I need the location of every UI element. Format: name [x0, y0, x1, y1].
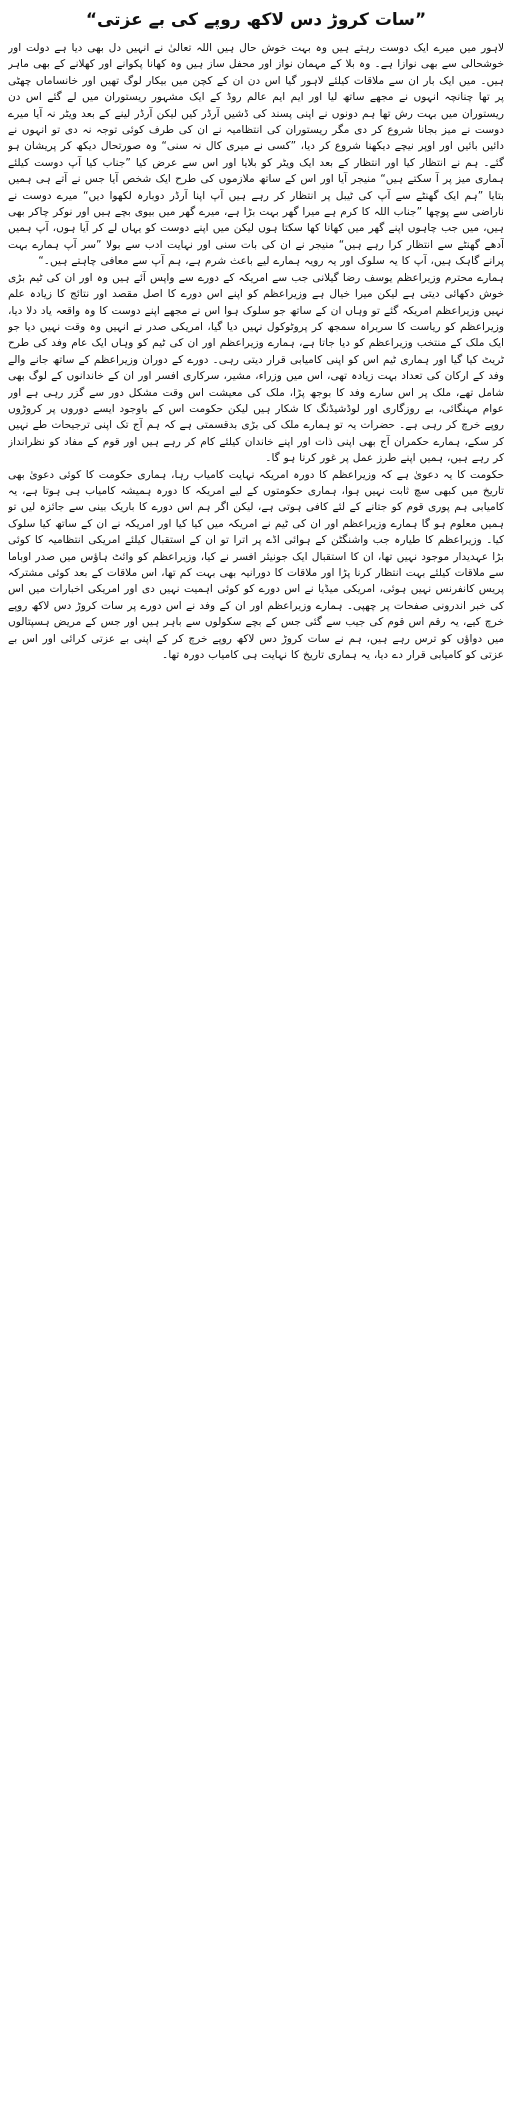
body-paragraph: لاہور میں میرے ایک دوست رہتے ہیں وہ بہت خوش حال ہیں اللہ تعالیٰ نے انہیں دل بھی دیا ہے دولت اور خوشحالی سے بھی نوازا ہے۔ وہ بلا کے مہمان نواز اور محفل ساز ہیں وہ کھانا پکوانے اور کھلانے کے بھی ماہر ہیں۔ میں ایک بار ان سے ملاقات کیلئے لاہور گیا اس دن ان کے کچن میں بیکار لوگ تھیں اور خانساماں چھٹی پر تھا چنانچہ انہوں نے مجھے ساتھ لیا اور ایم ایم عالم روڈ کے ایک مشہور ریستوران میں لے گئے اس دن ریستوران میں بہت رش تھا ہم دونوں نے اپنی پسند کی ڈشیں آرڈر کیں لیکن آرڈر لینے کے بعد ویٹر نہ آیا میرے دوست نے میز بجانا شروع کر دی مگر ریستوران کی انتظامیہ نے ان کی طرف کوئی توجہ نہ دی تو انہوں نے دائیں بائیں اور اوپر نیچے دیکھنا شروع کر دیا، ”کسی نے میری کال نہ سنی“ وہ صورتحال دیکھ کر پریشان ہو گئے۔ ہم نے انتظار کیا اور انتظار کے بعد ایک ویٹر کو بلایا اور اس سے عرض کیا ”جناب کیا آپ دوست کیلئے ہماری میز پر آ سکتے ہیں“ منیجر آیا اور اس کے ساتھ ملازموں کی طرح ایک شخص آیا جس نے آتے ہی ہمیں بتایا ”ہم ایک گھنٹے سے آپ کی ٹیبل پر انتظار کر رہے ہیں آپ اپنا آرڈر دوبارہ لکھوا دیں“ میرے دوست نے ناراضی سے پوچھا ”جناب اللہ کا کرم ہے میرا گھر بہت بڑا ہے، میرے گھر میں بیوی بچے ہیں اور نوکر چاکر بھی ہیں، میں جب چاہوں اپنے گھر میں کھانا کھا سکتا ہوں لیکن میں اپنے دوست کو یہاں لے کر آیا ہوں، آپ ہمیں آدھے گھنٹے سے انتظار کرا رہے ہیں“ منیجر نے ان کی بات سنی اور نہایت ادب سے بولا ”سر آپ ہمارے بہت پرانے گاہک ہیں، آپ کا یہ سلوک اور یہ رویہ ہمارے لیے باعث شرم ہے، ہم آپ سے معافی چاہتے ہیں۔“: [8, 42, 504, 268]
body-paragraph: ہمارے محترم وزیراعظم یوسف رضا گیلانی جب سے امریکہ کے دورے سے واپس آئے ہیں وہ اور ان کی ٹیم بڑی خوش دکھائی دیتی ہے لیکن میرا خیال ہے وزیراعظم کو اپنے اس دورے کا اصل مقصد اور نتائج کا زیادہ علم نہیں وزیراعظم امریکہ گئے تو وہاں ان کے ساتھ جو سلوک ہوا اس نے مجھے اپنے دوست کا وہ واقعہ یاد دلا دیا، وزیراعظم کو ریاست کا سربراہ سمجھ کر پروٹوکول نہیں دیا گیا، امریکی صدر نے انہیں وہ وقت نہیں دیا جو ایک ملک کے منتخب وزیراعظم کو دیا جاتا ہے، ہمارے وزیراعظم اور ان کی ٹیم کو وہاں ایک عام وفد کی طرح ٹریٹ کیا گیا اور ہماری ٹیم اس کو اپنی کامیابی قرار دیتی رہی۔ دورے کے دوران وزیراعظم کے ساتھ جانے والے وفد کے ارکان کی تعداد بہت زیادہ تھی، اس میں وزراء، مشیر، سرکاری افسر اور ان کے خاندانوں کے لوگ بھی شامل تھے، ملک پر اس سارے وفد کا بوجھ پڑا، ملک کی معیشت اس وقت مشکل دور سے گزر رہی ہے اور عوام مہنگائی، بے روزگاری اور لوڈشیڈنگ کا شکار ہیں لیکن حکومت اس کے باوجود ایسے دوروں پر کروڑوں روپے خرچ کر رہی ہے۔ حضرات یہ تو ہمارے ملک کی بڑی بدقسمتی ہے کہ ہم آج تک اپنی ترجیحات طے نہیں کر سکے، ہمارے حکمران آج بھی اپنی ذات اور اپنے خاندان کیلئے کام کر رہے ہیں اور قوم کے مفاد کو نظرانداز کر رہے ہیں، ہمیں اپنے طرز عمل پر غور کرنا ہو گا۔: [8, 271, 504, 465]
column-headline: ”سات کروڑ دس لاکھ روپے کی بے عزتی“: [85, 10, 427, 30]
column-body: [8, 40, 504, 2096]
body-paragraph: حکومت کا یہ دعویٰ ہے کہ وزیراعظم کا دورہ امریکہ نہایت کامیاب رہا، ہماری حکومت کا کوئی دعویٰ بھی تاریخ میں کبھی سچ ثابت نہیں ہوا، ہماری حکومتوں کے لیے امریکہ کا دورہ ہمیشہ کامیاب ہی ہوتا ہے، یہ کامیابی ہم پوری قوم کو جتانے کے لئے کافی ہوتی ہے، لیکن اگر ہم اس دورے کا باریک بینی سے جائزہ لیں تو ہمیں معلوم ہو گا ہمارے وزیراعظم اور ان کی ٹیم نے امریکہ میں کیا کیا اور امریکہ نے ان کے ساتھ کیا سلوک کیا۔ وزیراعظم کا طیارہ جب واشنگٹن کے ہوائی اڈے پر اترا تو ان کے استقبال کیلئے امریکی انتظامیہ کا کوئی بڑا عہدیدار موجود نہیں تھا، ان کا استقبال ایک جونیئر افسر نے کیا، وزیراعظم کو وائٹ ہاؤس میں صدر اوباما سے ملاقات کیلئے بہت انتظار کرنا پڑا اور ملاقات کا دورانیہ بھی بہت کم تھا، اس ملاقات کے بعد کوئی مشترکہ پریس کانفرنس نہیں ہوئی، امریکی میڈیا نے اس دورے کو کوئی اہمیت نہیں دی اور امریکی اخبارات میں اس کی خبر اندرونی صفحات پر چھپی۔ ہمارے وزیراعظم اور ان کے وفد نے اس دورے پر سات کروڑ دس لاکھ روپے خرچ کیے، یہ رقم اس قوم کی جیب سے گئی جس کے بچے سکولوں سے باہر ہیں اور جس کے مریض ہسپتالوں میں دواؤں کو ترس رہے ہیں، ہم نے سات کروڑ دس لاکھ روپے خرچ کر کے اپنی بے عزتی کرائی اور اس بے عزتی کو کامیابی قرار دے دیا، یہ ہماری تاریخ کا نہایت ہی کامیاب دورہ تھا۔: [8, 468, 504, 662]
